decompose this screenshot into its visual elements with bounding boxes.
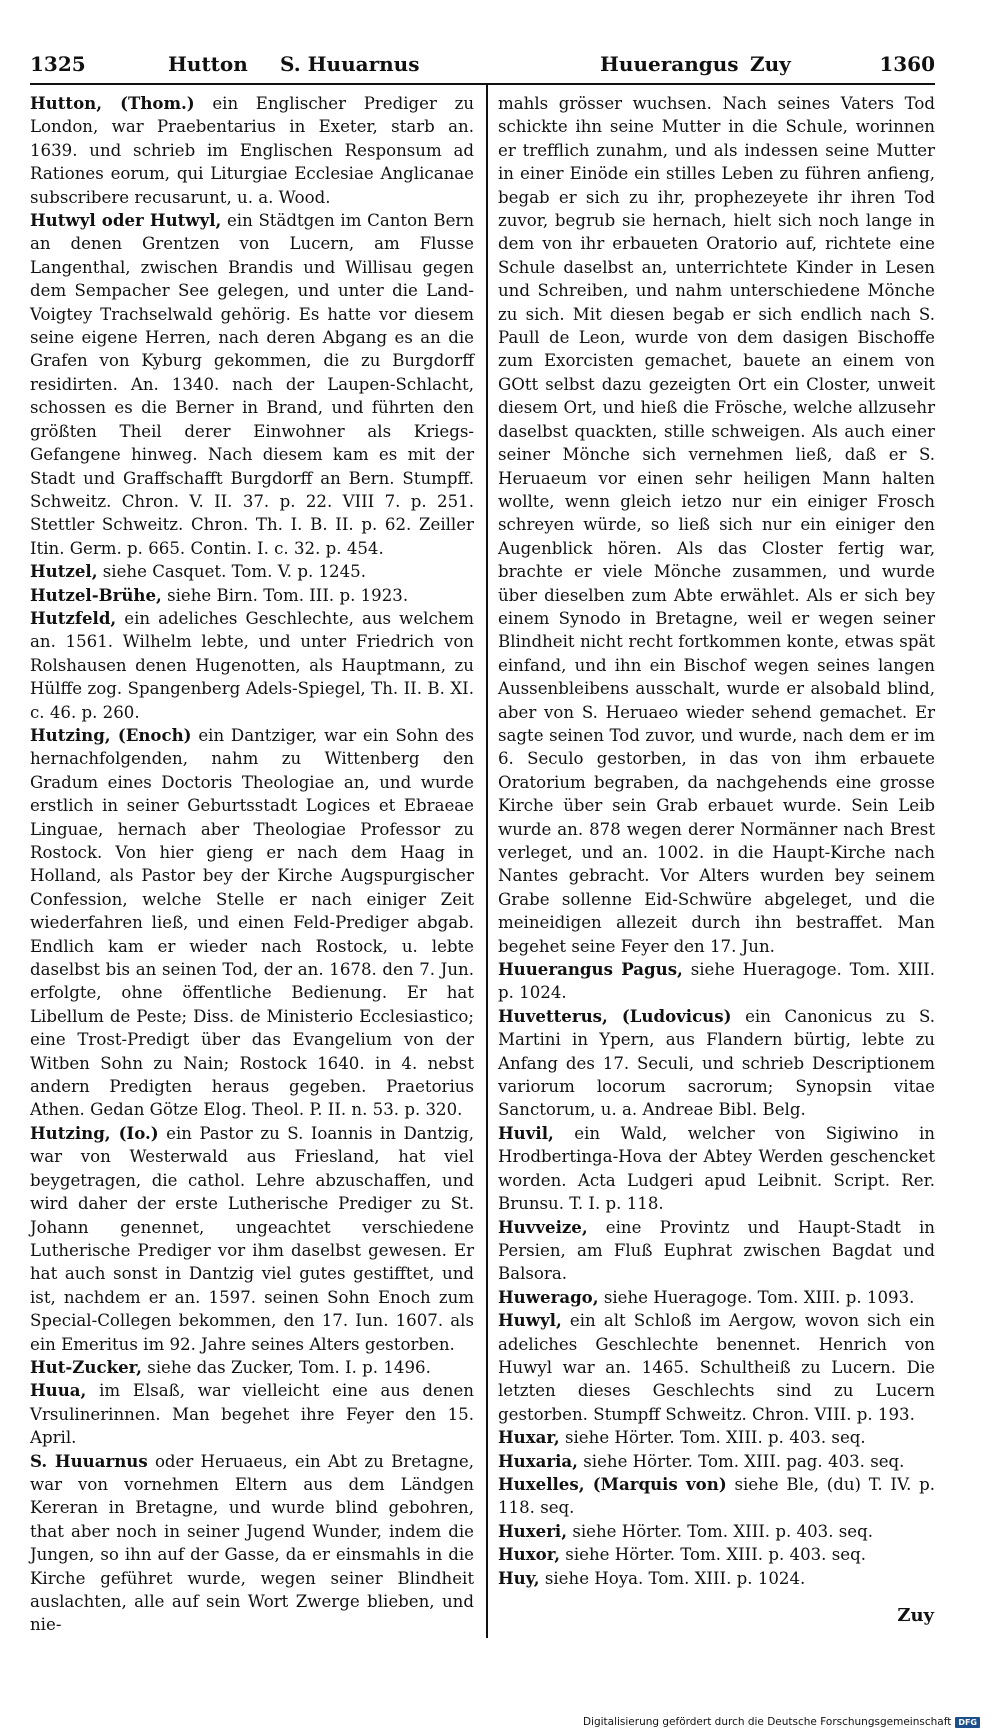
left-page-number: 1325 xyxy=(30,52,86,76)
entry-text: siehe Birn. Tom. III. p. 1923. xyxy=(167,585,409,605)
entry-lemma: Huxeri, xyxy=(498,1520,568,1541)
entry-text: siehe Hueragoge. Tom. XIII. p. 1024. xyxy=(498,960,936,1003)
left-header-word-2: S. Huuarnus xyxy=(280,52,420,76)
entry-text: siehe das Zucker, Tom. I. p. 1496. xyxy=(147,1357,431,1377)
dictionary-entry xyxy=(498,1005,935,1122)
entry-text: siehe Hörter. Tom. XIII. pag. 403. seq. xyxy=(583,1451,905,1471)
dictionary-entry xyxy=(498,1122,935,1216)
entry-text: siehe Ble, (du) T. IV. p. 118. seq. xyxy=(498,1474,936,1518)
entry-text: oder Heruaeus, ein Abt zu Bretagne, war von vornehmen Eltern aus dem Ländgen Kereran in Bretagne, und wurde blind gebohren, that aber noch in seiner Jugend Wunder, indem die Jungen, so ihn auf der Gasse, da er einsmahls in die Kirche geführet wurde, wegen seiner Blindheit auslachten, alle auf sein Wort Zwerge blieben, und nie- xyxy=(30,1451,475,1635)
dictionary-entry xyxy=(498,1520,935,1543)
entry-text: ein Städtgen im Canton Bern an denen Grentzen von Lucern, am Flusse Langenthal, zwischen Brandis und Willisau gegen dem Sempacher See gelegen, und unter die Land-Voigtey Trachselwald gehörig. Es hatte vor diesem seine eigene Herren, nach deren Abgang es an die Grafen von Kyburg gekommen, die zu Burgdorff residirten. An. 1340. nach der Laupen-Schlacht, schossen es die Berner in Brand, und führten den größten Theil derer Einwohner als Kriegs-Gefangene hinweg. Nach diesem kam es mit der Stadt und Graffschafft Burgdorff an Bern. Stumpff. Schweitz. Chron. V. II. 37. p. 22. VIII 7. p. 251. Stettler Schweitz. Chron. Th. I. B. II. p. 62. Zeiller Itin. Germ. p. 665. Contin. I. c. 32. p. 454. xyxy=(30,211,475,558)
entry-lemma: Huxelles, (Marquis von) xyxy=(498,1473,727,1494)
dictionary-entry xyxy=(30,1356,474,1379)
entry-lemma: Huvetterus, (Ludovicus) xyxy=(498,1005,732,1026)
footer xyxy=(583,1716,980,1728)
right-page-number: 1360 xyxy=(879,52,935,76)
left-column xyxy=(30,92,474,1637)
dictionary-entry xyxy=(498,92,935,958)
catchword: Zuy xyxy=(897,1605,934,1626)
right-header-word-2: Zuy xyxy=(750,52,791,76)
entry-text: ein Canonicus zu S. Martini in Ypern, aus Flandern bürtig, lebte zu Anfang des 17. Seculi, und schrieb Descriptionem variorum locorum sacrorum; Synopsin vitae Sanctorum, u. a. Andreae Bibl. Belg. xyxy=(498,1006,935,1120)
dictionary-entry xyxy=(30,584,474,607)
page-header xyxy=(30,52,935,82)
entry-lemma: Hutzel, xyxy=(30,561,98,582)
entry-text: siehe Hörter. Tom. XIII. p. 403. seq. xyxy=(564,1428,866,1448)
entry-text: ein Englischer Prediger zu London, war Praebentarius in Exeter, starb an. 1639. und schrieb im Englischen Responsum ad Rationes eorum, qui Liturgiae Ecclesiae Anglicanae subscribere recusarunt, u. a. Wood. xyxy=(30,94,475,207)
header-rule xyxy=(30,83,935,85)
entry-text: eine Provintz und Haupt-Stadt in Persien, am Fluß Euphrat zwischen Bagdat und Balsora. xyxy=(498,1217,935,1284)
dictionary-entry xyxy=(30,1379,474,1449)
entry-lemma: Huy, xyxy=(498,1567,540,1588)
entry-lemma: Huua, xyxy=(30,1380,87,1401)
entry-text: im Elsaß, war vielleicht eine aus denen Vrsulinerinnen. Man begehet ihre Feyer den 15. April. xyxy=(30,1381,474,1448)
dictionary-entry xyxy=(30,560,474,583)
entry-lemma: Hutzel-Brühe, xyxy=(30,584,162,605)
dictionary-entry xyxy=(498,958,935,1005)
dictionary-entry xyxy=(30,1122,474,1356)
entry-lemma: Huxaria, xyxy=(498,1450,578,1471)
entry-lemma: Huvveize, xyxy=(498,1216,588,1237)
dictionary-entry xyxy=(498,1216,935,1286)
entry-lemma: Hutzing, (Enoch) xyxy=(30,724,192,745)
entry-text: ein Dantziger, war ein Sohn des hernachfolgenden, nahm zu Wittenberg den Gradum eines Doctoris Theologiae an, und wurde erstlich in seiner Geburtsstadt Logices et Ebraeae Linguae, hernach aber Theologiae Professor zu Rostock. Von hier gieng er nach dem Haag in Holland, als Pastor bey der Kirche Augspurgischer Confession, welche Stelle er nach einiger Zeit wiederfahren ließ, und einen Feld-Prediger abgab. Endlich kam er wieder nach Rostock, u. lebte daselbst bis an seinen Tod, der an. 1678. den 7. Jun. erfolgte, ohne öffentliche Bedienung. Er hat Libellum de Peste; Diss. de Ministerio Ecclesiastico; eine Trost-Predigt über das Evangelium von der Witben Sohn zu Nain; Rostock 1640. in 4. nebst andern Predigten heraus gegeben. Praetorius Athen. Gedan Götze Elog. Theol. P. II. n. 53. p. 320. xyxy=(30,725,474,1120)
entry-text: siehe Hueragoge. Tom. XIII. p. 1093. xyxy=(603,1287,915,1307)
right-column xyxy=(498,92,935,1590)
entry-lemma: Huxar, xyxy=(498,1427,560,1448)
entry-text: ein alt Schloß im Aergow, wovon sich ein adeliches Geschlechte benennet. Henrich von Huwyl war an. 1465. Schultheiß zu Lucern. Die letzten dieses Geschlechts sind zu Lucern gestorben. Stumpff Schweitz. Chron. VIII. p. 193. xyxy=(498,1311,935,1424)
entry-text: ein Pastor zu S. Ioannis in Dantzig, war von Westerwald aus Friesland, hat viel beygetragen, die cathol. Lehre abzuschaffen, und wird daher der erste Lutherische Prediger zu St. Johann genennet, ungeachtet verschiedene Lutherische Prediger vor ihm daselbst gewesen. Er hat auch sonst in Dantzig viel gutes gestifftet, und ist, nachdem er an. 1597. seinen Sohn Enoch zum Special-Collegen bekommen, den 17. Iun. 1607. als ein Emeritus im 92. Jahre seines Alters gestorben. xyxy=(30,1123,474,1354)
entry-lemma: Huxor, xyxy=(498,1544,561,1565)
entry-text: mahls grösser wuchsen. Nach seines Vaters Tod schickte ihn seine Mutter in die Schule, worinnen er trefflich zunahm, und als indessen seine Mutter in einer Einöde ein stilles Leben zu führen anfieng, begab er sich zu ihr, prophezeyete ihr ihren Tod zuvor, begrub sie hernach, hielt sich noch lange in dem von ihr erbaueten Oratorio auf, richtete eine Schule daselbst an, unterrichtete Kinder in Lesen und Schreiben, und nahm unterschiedene Mönche zu sich. Mit diesen begab er sich endlich nach S. Paull de Leon, wurde von dem dasigen Bischoffe zum Exorcisten gemachet, bauete an einem von GOtt selbst dazu gezeigten Ort ein Closter, unweit diesem Ort, und hieß die Frösche, welche allzusehr daselbst quackten, stille schweigen. Als auch einer seiner Mönche sich vernehmen ließ, daß er S. Heruaeum vor einen sehr heiligen Mann halten wollte, wenn gleich ietzo nur ein einiger Frosch schreyen würde, so ließ sich nur ein einiger den Augenblick hören. Als das Closter fertig war, brachte er viele Mönche zusammen, und wurde über dieselben zum Abte erwählet. Als er sich bey einem Synodo in Bretagne, weil er wegen seiner Blindheit nicht recht fortkommen konte, etwas spät einfand, und ihn ein Bischof wegen seines langen Aussenbleibens ausschalt, wurde er alsobald blind, aber von S. Heruaeo wieder sehend gemachet. Er sagte seinen Tod zuvor, und wurde, nach dem er im 6. Seculo gestorben, in das von ihm erbauete Oratorium begraben, da nachgehends eine grosse Kirche über sein Grab erbauet wurde. Sein Leib wurde an. 878 wegen derer Normänner nach Brest verleget, und an. 1002. in die Haupt-Kirche nach Nantes gebracht. Vor Alters wurden bey seinem Grabe sollenne Eid-Schwüre abgeleget, und die meineidigen allezeit durch ihn bestraffet. Man begehet seine Feyer den 17. Jun. xyxy=(498,94,935,956)
left-header-word-1: Hutton xyxy=(168,52,248,76)
column-divider xyxy=(486,83,488,1638)
entry-text: siehe Hoya. Tom. XIII. p. 1024. xyxy=(544,1568,806,1588)
entry-text: ein Wald, welcher von Sigiwino in Hrodbertinga-Hova der Abtey Werden geschencket worden. Acta Ludgeri apud Leibnit. Script. Rer. Brunsu. T. I. p. 118. xyxy=(498,1123,935,1214)
entry-text: siehe Casquet. Tom. V. p. 1245. xyxy=(102,562,367,582)
entry-lemma: Hutwyl oder Hutwyl, xyxy=(30,210,222,231)
entry-text: siehe Hörter. Tom. XIII. p. 403. seq. xyxy=(572,1521,873,1541)
dictionary-entry xyxy=(498,1286,935,1309)
dfg-logo: DFG xyxy=(955,1717,980,1728)
entry-lemma: Huwyl, xyxy=(498,1310,562,1331)
footer-text: Digitalisierung gefördert durch die Deutsche Forschungsgemeinschaft xyxy=(582,1716,952,1728)
entry-lemma: Hut-Zucker, xyxy=(30,1356,142,1377)
dictionary-entry xyxy=(498,1426,935,1449)
dictionary-entry xyxy=(30,724,474,1122)
entry-lemma: Huuerangus Pagus, xyxy=(498,959,683,980)
entry-lemma: S. Huuarnus xyxy=(30,1450,148,1471)
dictionary-entry xyxy=(498,1309,935,1426)
entry-lemma: Huwerago, xyxy=(498,1286,599,1307)
entry-lemma: Hutton, (Thom.) xyxy=(30,93,195,113)
entry-lemma: Hutzfeld, xyxy=(30,607,117,628)
dictionary-entry xyxy=(498,1543,935,1566)
dictionary-entry xyxy=(30,607,474,724)
dictionary-entry xyxy=(498,1567,935,1590)
right-header-word-1: Huuerangus xyxy=(600,52,739,76)
entry-text: ein adeliches Geschlechte, aus welchem an. 1561. Wilhelm lebte, und unter Friedrich von Rolshausen denen Hugenotten, als Hauptmann, zu Hülffe zog. Spangenberg Adels-Spiegel, Th. II. B. XI. c. 46. p. 260. xyxy=(30,608,474,722)
dictionary-entry xyxy=(498,1473,935,1520)
dictionary-entry xyxy=(30,1450,474,1637)
dictionary-entry xyxy=(498,1450,935,1473)
dictionary-entry xyxy=(30,209,474,560)
entry-text: siehe Hörter. Tom. XIII. p. 403. seq. xyxy=(565,1545,866,1565)
dictionary-entry xyxy=(30,92,474,209)
entry-lemma: Hutzing, (Io.) xyxy=(30,1122,159,1143)
entry-lemma: Huvil, xyxy=(498,1122,554,1143)
